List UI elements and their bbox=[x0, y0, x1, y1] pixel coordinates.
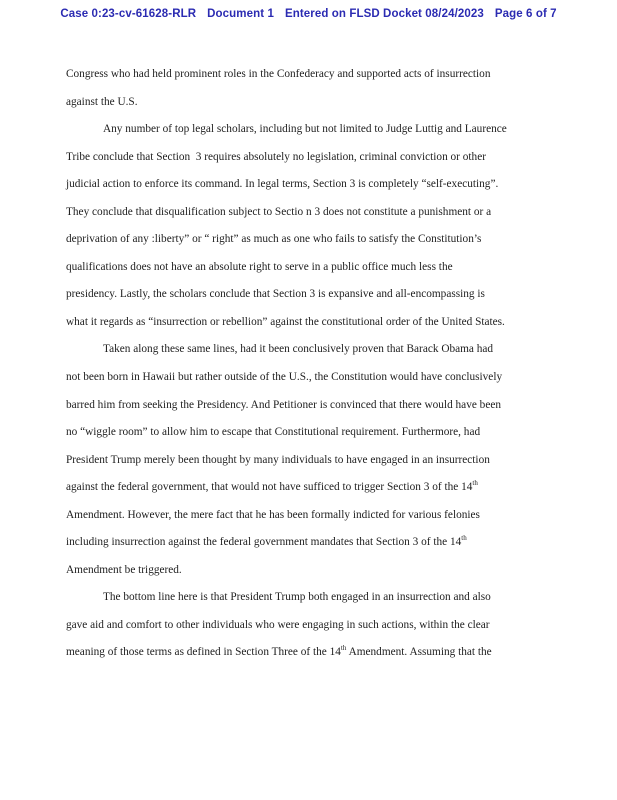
text-line: judicial action to enforce its command. In legal terms, Section 3 is completely “self-executing”. bbox=[66, 178, 499, 191]
text-line: presidency. Lastly, the scholars conclude that Section 3 is expansive and all-encompassing is bbox=[66, 288, 485, 301]
case-number: Case 0:23-cv-61628-RLR bbox=[60, 8, 197, 20]
document-number: Document 1 bbox=[207, 8, 274, 20]
document-body bbox=[66, 61, 566, 667]
docket-entry-stamp: Entered on FLSD Docket 08/24/2023 bbox=[284, 8, 484, 20]
text-line: against the federal government, that would not have sufficed to trigger Section 3 of the 14th bbox=[66, 479, 478, 494]
text-line: against the U.S. bbox=[66, 95, 138, 108]
text-line: including insurrection against the federal government mandates that Section 3 of the 14th bbox=[66, 534, 467, 549]
text-line: Amendment be triggered. bbox=[66, 563, 182, 576]
text-line: what it regards as “insurrection or rebellion” against the constitutional order of the United States. bbox=[66, 315, 505, 328]
case-stamp-header bbox=[0, 8, 617, 20]
text-line: gave aid and comfort to other individuals who were engaging in such actions, within the clear bbox=[66, 618, 490, 631]
text-line: Amendment. However, the mere fact that he has been formally indicted for various felonies bbox=[66, 508, 480, 521]
text-line: They conclude that disqualification subject to Sectio n 3 does not constitute a punishment or a bbox=[66, 205, 492, 218]
text-line: qualifications does not have an absolute right to serve in a public office much less the bbox=[66, 260, 453, 273]
text-line: deprivation of any :liberty” or “ right” as much as one who fails to satisfy the Constitution’s bbox=[66, 233, 482, 246]
text-line: The bottom line here is that President Trump both engaged in an insurrection and also bbox=[103, 591, 491, 604]
text-line: Any number of top legal scholars, including but not limited to Judge Luttig and Laurence bbox=[103, 123, 507, 136]
text-line: not been born in Hawaii but rather outside of the U.S., the Constitution would have conclusively bbox=[66, 371, 503, 384]
text-line: Taken along these same lines, had it been conclusively proven that Barack Obama had bbox=[103, 343, 494, 356]
text-line: President Trump merely been thought by many individuals to have engaged in an insurrection bbox=[66, 453, 490, 466]
page-number: Page 6 of 7 bbox=[494, 8, 557, 20]
text-line: Tribe conclude that Section 3 requires absolutely no legislation, criminal conviction or other bbox=[66, 150, 486, 163]
text-line: Congress who had held prominent roles in the Confederacy and supported acts of insurrection bbox=[66, 68, 491, 80]
text-line: barred him from seeking the Presidency. And Petitioner is convinced that there would have been bbox=[66, 398, 502, 411]
text-line: no “wiggle room” to allow him to escape that Constitutional requirement. Furthermore, had bbox=[66, 426, 481, 439]
text-line: meaning of those terms as defined in Section Three of the 14th Amendment. Assuming that the bbox=[66, 644, 492, 659]
